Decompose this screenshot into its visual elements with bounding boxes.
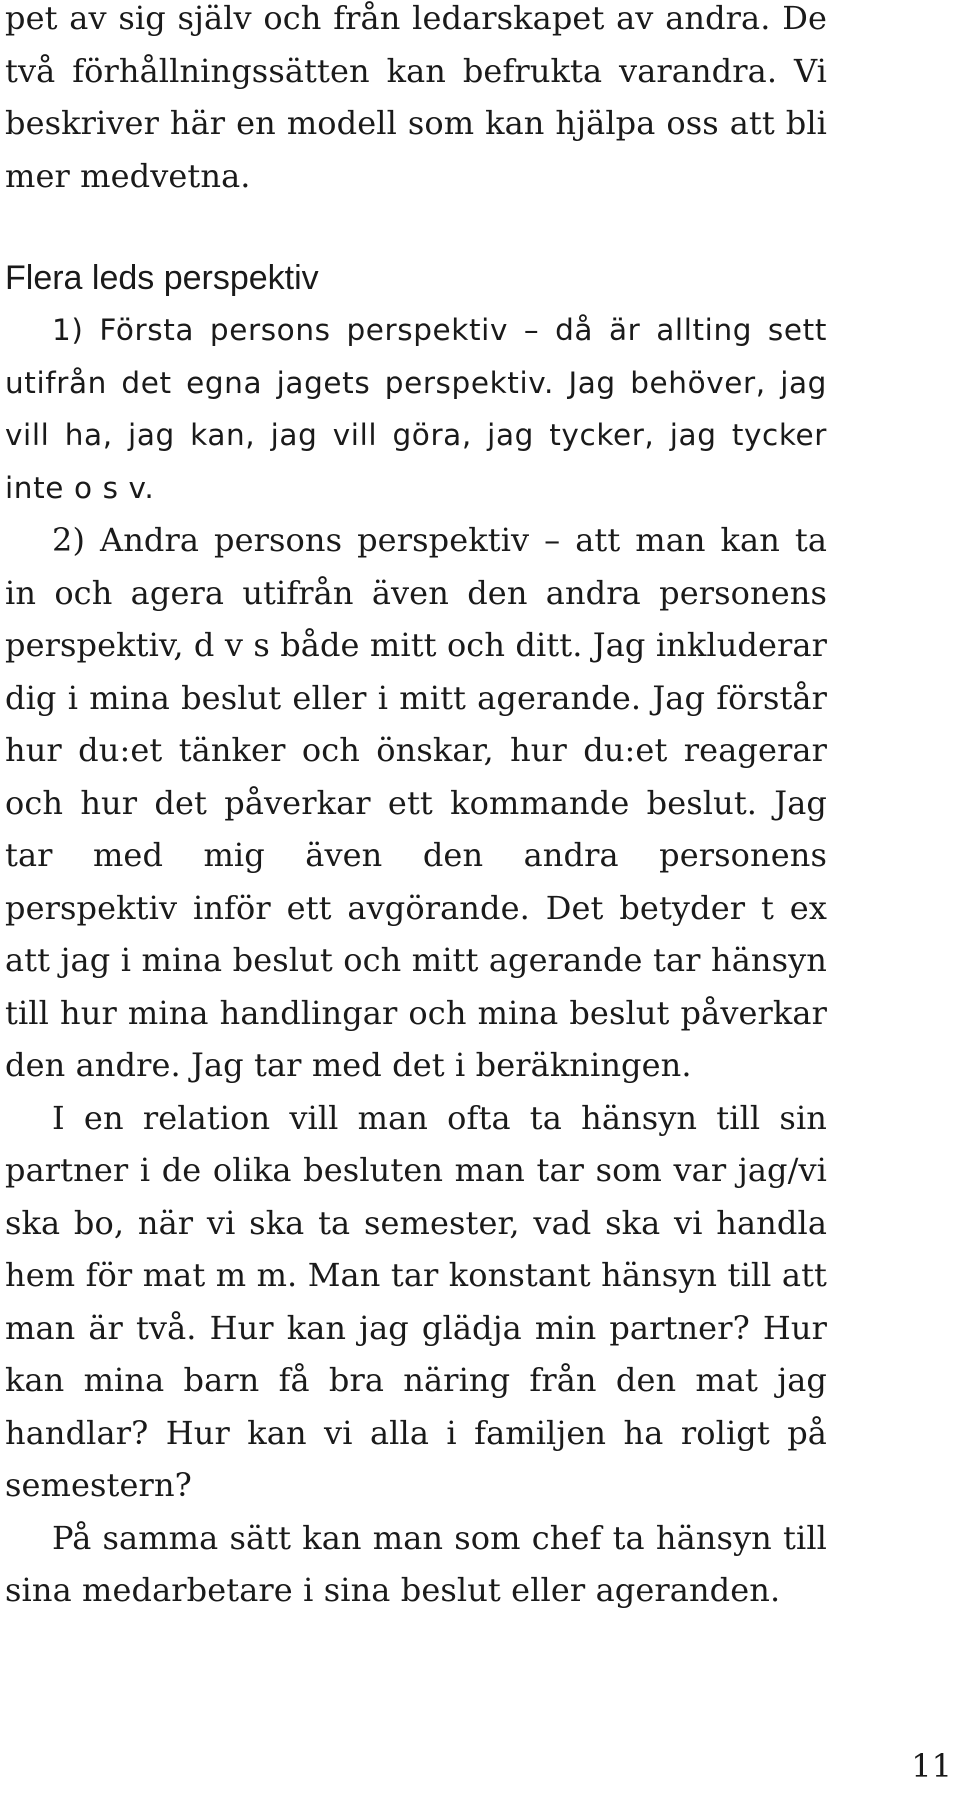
- second-person-paragraph: 2) Andra persons perspektiv – att man kan ta in och agera utifrån även den andra personens perspektiv, d v s både mitt och ditt. Jag inkluderar dig i mina beslut eller i mitt agerande. Jag förstår hur du:et tänker och önskar, hur du:et reagerar och hur det påverkar ett kommande beslut. Jag tar med mig även den andra personens perspektiv inför ett avgörande. Det betyder t ex att jag i mina beslut och mitt agerande tar hänsyn till hur mina handlingar och mina beslut påverkar den andre. Jag tar med det i beräkningen.: [5, 521, 827, 1084]
- manager-paragraph: På samma sätt kan man som chef ta hänsyn till sina medarbetare i sina beslut eller ageranden.: [5, 1518, 827, 1609]
- section-heading: Flera leds perspektiv: [5, 259, 319, 297]
- first-person-paragraph: 1) Första persons perspektiv – då är allting sett utifrån det egna jagets perspektiv. Jag behöver, jag vill ha, jag kan, jag vill göra, jag tycker, jag tycker inte o s v.: [5, 313, 827, 505]
- relation-paragraph: I en relation vill man ofta ta hänsyn till sin partner i de olika besluten man tar som var jag/vi ska bo, när vi ska ta semester, vad ska vi handla hem för mat m m. Man tar konstant hänsyn till att man är två. Hur kan jag glädja min partner? Hur kan mina barn få bra näring från den mat jag handlar? Hur kan vi alla i familjen ha roligt på semestern?: [5, 1098, 827, 1504]
- page-number: 11: [911, 1747, 952, 1785]
- document-page: [5, 0, 827, 1617]
- intro-paragraph: pet av sig själv och från ledarskapet av andra. De två förhållningssätten kan befrukta varandra. Vi beskriver här en modell som kan hjälpa oss att bli mer medvetna.: [5, 0, 827, 195]
